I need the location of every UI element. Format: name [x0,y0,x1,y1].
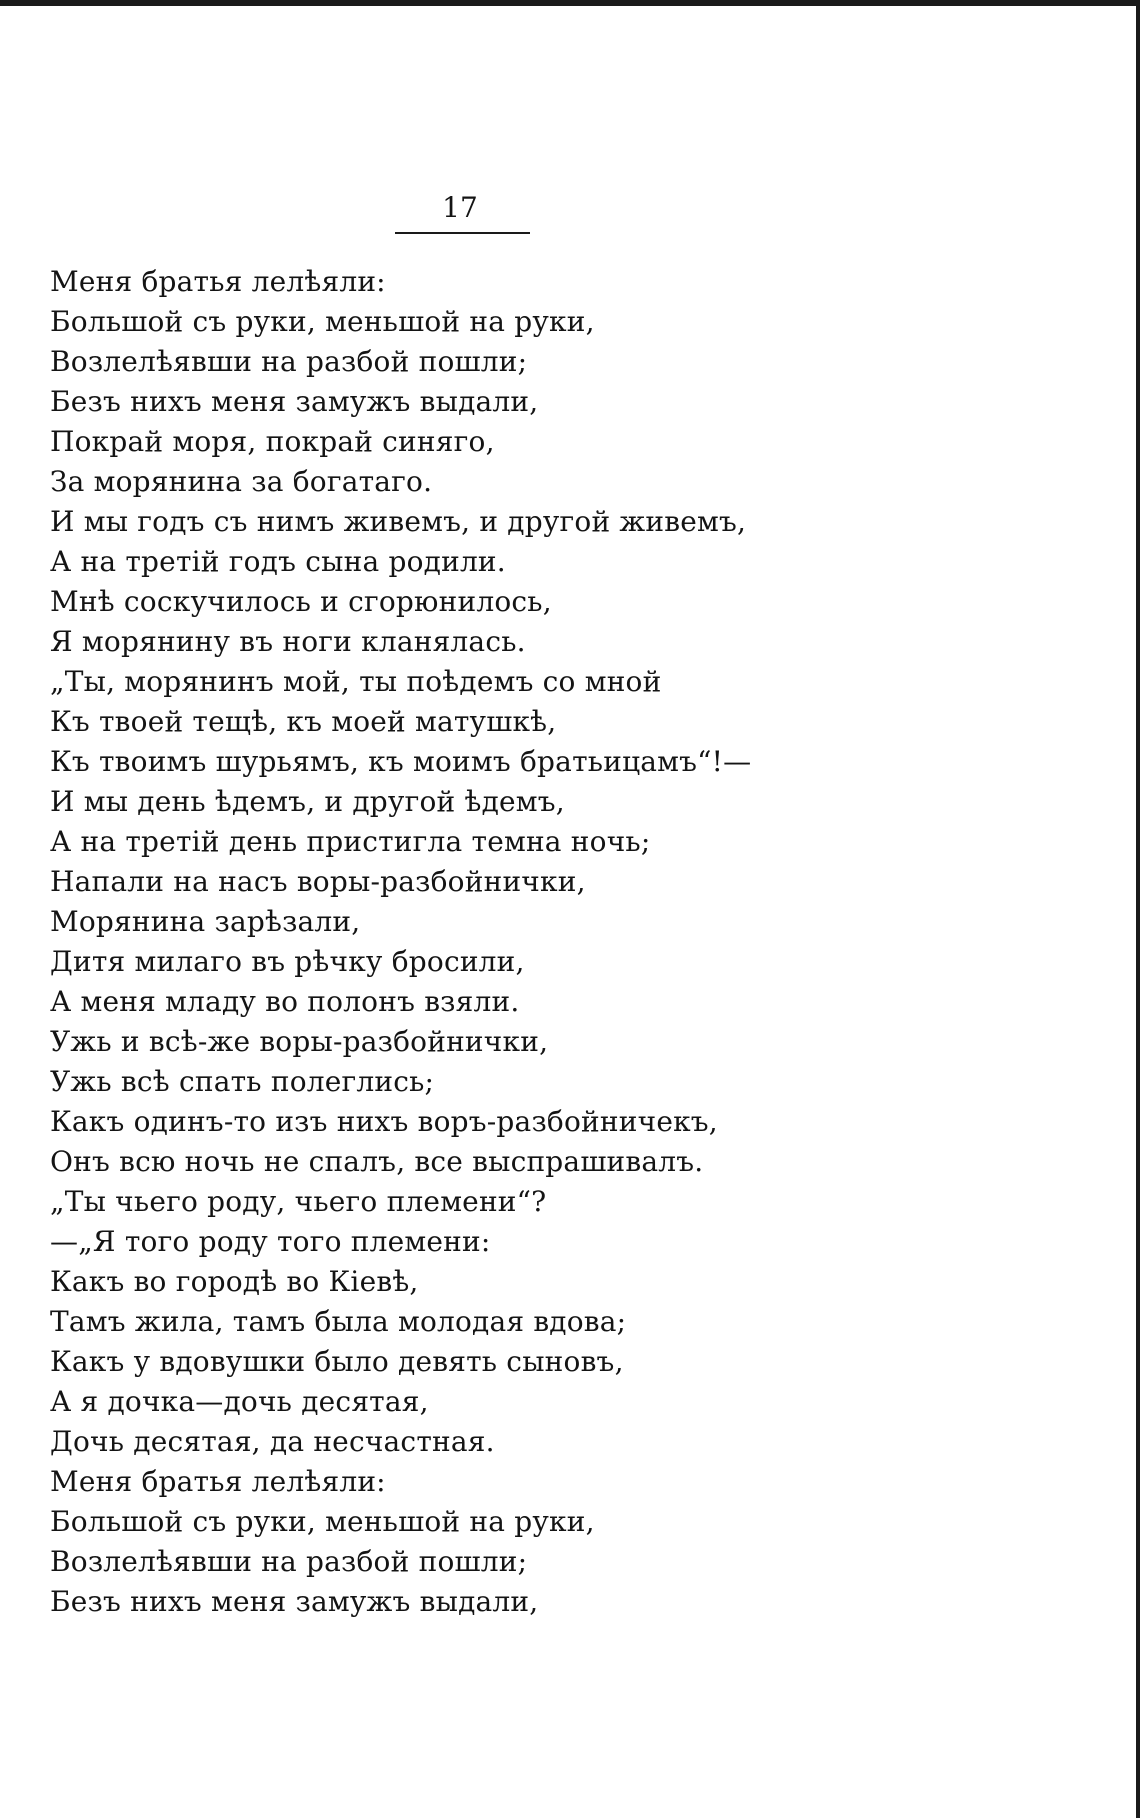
text-line: А я дочка—дочь десятая, [50,1385,429,1418]
text-line: Къ твоей тещѣ, къ моей матушкѣ, [50,705,557,738]
text-line: Возлелѣявши на разбой пошли; [50,345,528,378]
text-line: „Ты, морянинъ мой, ты поѣдемъ со мной [50,665,662,698]
text-line: Какъ во городѣ во Кіевѣ, [50,1265,419,1298]
text-line: Ужь и всѣ-же воры-разбойнички, [50,1025,549,1058]
text-line: Тамъ жила, тамъ была молодая вдова; [50,1305,627,1338]
text-line: Онъ всю ночь не спалъ, все выспрашивалъ. [50,1145,704,1178]
text-line: Я морянину въ ноги кланялась. [50,625,526,658]
text-line: И мы день ѣдемъ, и другой ѣдемъ, [50,785,565,818]
text-line: А меня младу во полонъ взяли. [50,985,520,1018]
text-line: Возлелѣявши на разбой пошли; [50,1545,528,1578]
text-line: Меня братья лелѣяли: [50,265,386,298]
text-line: Ужь всѣ спать полеглись; [50,1065,435,1098]
text-line: За морянина за богатаго. [50,465,433,498]
text-line: —„Я того роду того племени: [50,1225,491,1258]
right-edge-rule [1136,0,1140,1818]
text-line: А на третій годъ сына родили. [50,545,506,578]
text-line: Дитя милаго въ рѣчку бросили, [50,945,525,978]
text-line: Какъ одинъ-то изъ нихъ воръ-разбойничекъ, [50,1105,718,1138]
text-line: И мы годъ съ нимъ живемъ, и другой живемъ, [50,505,747,538]
text-line: Покрай моря, покрай синяго, [50,425,495,458]
text-line: Большой съ руки, меньшой на руки, [50,305,595,338]
text-line: Морянина зарѣзали, [50,905,361,938]
poem-text [50,262,751,1622]
text-line: Меня братья лелѣяли: [50,1465,386,1498]
page-number: 17 [442,191,478,224]
text-line: Большой съ руки, меньшой на руки, [50,1505,595,1538]
page-number-rule [395,232,530,234]
text-line: Безъ нихъ меня замужъ выдали, [50,385,539,418]
text-line: Дочь десятая, да несчастная. [50,1425,495,1458]
text-line: Безъ нихъ меня замужъ выдали, [50,1585,539,1618]
text-line: Напали на насъ воры-разбойнички, [50,865,586,898]
text-line: „Ты чьего роду, чьего племени“? [50,1185,547,1218]
text-line: Къ твоимъ шурьямъ, къ моимъ братьицамъ“!— [50,745,752,778]
text-line: А на третій день пристигла темна ночь; [50,825,651,858]
top-edge-rule [0,0,1140,6]
text-line: Мнѣ соскучилось и сгорюнилось, [50,585,552,618]
text-line: Какъ у вдовушки было девять сыновъ, [50,1345,624,1378]
